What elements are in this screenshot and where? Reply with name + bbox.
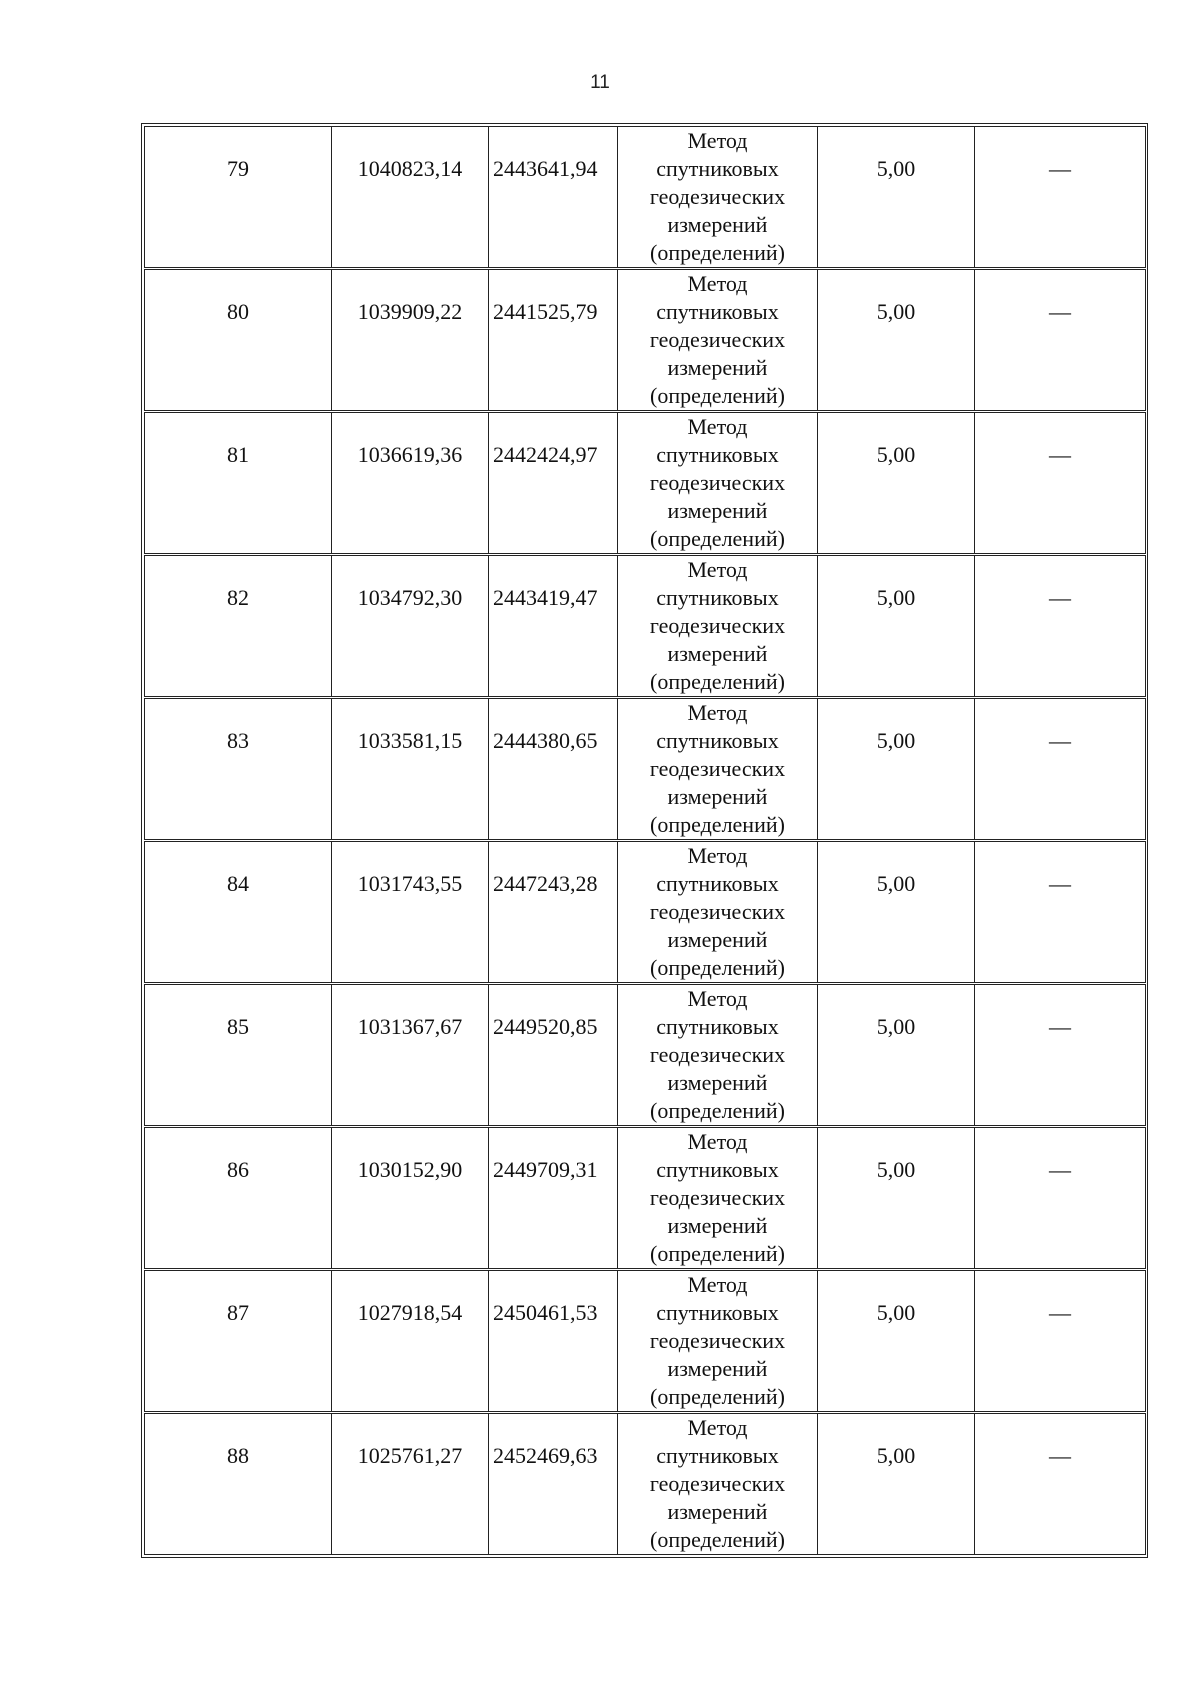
accuracy-cell xyxy=(818,698,975,841)
method-line: геодезических xyxy=(649,1042,786,1067)
point-number-cell xyxy=(145,127,332,269)
note-cell xyxy=(975,698,1146,841)
method-line: геодезических xyxy=(649,1185,786,1210)
y-coordinate-cell xyxy=(489,127,618,269)
point-number-cell xyxy=(145,1127,332,1270)
method-line: Метод xyxy=(687,700,748,725)
method-line: геодезических xyxy=(649,1328,786,1353)
accuracy-cell-value: 5,00 xyxy=(876,1014,916,1039)
method-line: спутниковых xyxy=(656,871,779,896)
y-coordinate-cell-value: 2441525,79 xyxy=(493,299,598,324)
x-coordinate-cell-value: 1033581,15 xyxy=(357,728,463,753)
method-line: спутниковых xyxy=(656,156,779,181)
table-row xyxy=(145,555,1146,698)
accuracy-cell-value: 5,00 xyxy=(876,156,916,181)
y-coordinate-cell xyxy=(489,269,618,412)
method-line: спутниковых xyxy=(656,585,779,610)
accuracy-cell-value: 5,00 xyxy=(876,1300,916,1325)
note-cell xyxy=(975,1270,1146,1413)
method-line: геодезических xyxy=(649,756,786,781)
method-line: Метод xyxy=(687,128,748,153)
method-line: (определений) xyxy=(650,1384,785,1409)
x-coordinate-cell-value: 1027918,54 xyxy=(357,1300,463,1325)
y-coordinate-cell xyxy=(489,841,618,984)
method-line: Метод xyxy=(687,1129,748,1154)
method-cell xyxy=(618,841,818,984)
point-number-cell xyxy=(145,984,332,1127)
accuracy-cell-value: 5,00 xyxy=(876,728,916,753)
note-dash: — xyxy=(1049,1157,1071,1182)
point-number-cell-value: 87 xyxy=(227,1300,249,1325)
method-line: геодезических xyxy=(649,1471,786,1496)
method-cell xyxy=(618,269,818,412)
method-line: (определений) xyxy=(650,669,785,694)
method-line: спутниковых xyxy=(656,728,779,753)
y-coordinate-cell-value: 2444380,65 xyxy=(493,728,598,753)
x-coordinate-cell-value: 1030152,90 xyxy=(357,1157,463,1182)
accuracy-cell xyxy=(818,1413,975,1555)
note-dash: — xyxy=(1049,299,1071,324)
note-cell xyxy=(975,555,1146,698)
method-line: спутниковых xyxy=(656,1157,779,1182)
y-coordinate-cell xyxy=(489,412,618,555)
accuracy-cell xyxy=(818,127,975,269)
point-number-cell xyxy=(145,269,332,412)
method-line: измерений xyxy=(667,1213,768,1238)
y-coordinate-cell xyxy=(489,555,618,698)
y-coordinate-cell xyxy=(489,984,618,1127)
accuracy-cell-value: 5,00 xyxy=(876,585,916,610)
point-number-cell-value: 79 xyxy=(227,156,249,181)
table-row xyxy=(145,984,1146,1127)
accuracy-cell-value: 5,00 xyxy=(876,1157,916,1182)
point-number-cell-value: 85 xyxy=(227,1014,249,1039)
method-line: спутниковых xyxy=(656,1443,779,1468)
method-line: измерений xyxy=(667,1356,768,1381)
note-cell xyxy=(975,841,1146,984)
method-line: Метод xyxy=(687,271,748,296)
method-line: спутниковых xyxy=(656,1014,779,1039)
y-coordinate-cell xyxy=(489,1270,618,1413)
point-number-cell xyxy=(145,1413,332,1555)
table-row xyxy=(145,698,1146,841)
point-number-cell-value: 82 xyxy=(227,585,249,610)
y-coordinate-cell-value: 2452469,63 xyxy=(493,1443,598,1468)
point-number-cell-value: 83 xyxy=(227,728,249,753)
note-cell xyxy=(975,1413,1146,1555)
y-coordinate-cell xyxy=(489,1127,618,1270)
x-coordinate-cell-value: 1031367,67 xyxy=(357,1014,463,1039)
x-coordinate-cell xyxy=(332,1413,489,1555)
x-coordinate-cell-value: 1039909,22 xyxy=(357,299,463,324)
method-line: Метод xyxy=(687,1272,748,1297)
coordinates-table-frame xyxy=(141,123,1148,1558)
note-dash: — xyxy=(1049,728,1071,753)
method-line: Метод xyxy=(687,843,748,868)
method-line: геодезических xyxy=(649,327,786,352)
point-number-cell-value: 88 xyxy=(227,1443,249,1468)
table-body xyxy=(145,127,1146,1555)
method-line: (определений) xyxy=(650,1527,785,1552)
accuracy-cell xyxy=(818,269,975,412)
table-row xyxy=(145,127,1146,269)
method-line: (определений) xyxy=(650,1098,785,1123)
accuracy-cell xyxy=(818,1127,975,1270)
method-line: (определений) xyxy=(650,526,785,551)
point-number-cell xyxy=(145,698,332,841)
method-line: измерений xyxy=(667,641,768,666)
note-cell xyxy=(975,984,1146,1127)
accuracy-cell-value: 5,00 xyxy=(876,1443,916,1468)
table-row xyxy=(145,1270,1146,1413)
note-cell xyxy=(975,412,1146,555)
method-line: измерений xyxy=(667,212,768,237)
x-coordinate-cell xyxy=(332,127,489,269)
note-dash: — xyxy=(1049,871,1071,896)
method-line: Метод xyxy=(687,986,748,1011)
method-line: измерений xyxy=(667,784,768,809)
x-coordinate-cell xyxy=(332,698,489,841)
point-number-cell-value: 86 xyxy=(227,1157,249,1182)
note-cell xyxy=(975,1127,1146,1270)
method-line: измерений xyxy=(667,1070,768,1095)
method-cell xyxy=(618,412,818,555)
note-dash: — xyxy=(1049,1014,1071,1039)
method-line: Метод xyxy=(687,414,748,439)
x-coordinate-cell xyxy=(332,1127,489,1270)
table-row xyxy=(145,269,1146,412)
x-coordinate-cell xyxy=(332,412,489,555)
x-coordinate-cell-value: 1040823,14 xyxy=(357,156,463,181)
method-cell xyxy=(618,127,818,269)
accuracy-cell-value: 5,00 xyxy=(876,871,916,896)
x-coordinate-cell-value: 1025761,27 xyxy=(357,1443,463,1468)
x-coordinate-cell xyxy=(332,555,489,698)
method-line: (определений) xyxy=(650,812,785,837)
x-coordinate-cell xyxy=(332,1270,489,1413)
coordinates-table xyxy=(144,126,1146,1555)
point-number-cell xyxy=(145,841,332,984)
table-row xyxy=(145,412,1146,555)
y-coordinate-cell-value: 2442424,97 xyxy=(493,442,598,467)
table-row xyxy=(145,1127,1146,1270)
method-line: геодезических xyxy=(649,899,786,924)
y-coordinate-cell xyxy=(489,698,618,841)
y-coordinate-cell-value: 2447243,28 xyxy=(493,871,598,896)
x-coordinate-cell xyxy=(332,841,489,984)
method-line: спутниковых xyxy=(656,299,779,324)
point-number-cell xyxy=(145,412,332,555)
note-dash: — xyxy=(1049,585,1071,610)
method-line: геодезических xyxy=(649,184,786,209)
x-coordinate-cell xyxy=(332,269,489,412)
method-line: геодезических xyxy=(649,470,786,495)
accuracy-cell-value: 5,00 xyxy=(876,442,916,467)
method-cell xyxy=(618,984,818,1127)
note-dash: — xyxy=(1049,1300,1071,1325)
method-cell xyxy=(618,1413,818,1555)
method-line: измерений xyxy=(667,355,768,380)
method-line: Метод xyxy=(687,557,748,582)
method-line: измерений xyxy=(667,1499,768,1524)
note-cell xyxy=(975,269,1146,412)
point-number-cell xyxy=(145,1270,332,1413)
y-coordinate-cell-value: 2449709,31 xyxy=(493,1157,598,1182)
method-line: (определений) xyxy=(650,1241,785,1266)
table-row xyxy=(145,1413,1146,1555)
method-line: измерений xyxy=(667,498,768,523)
point-number-cell-value: 81 xyxy=(227,442,249,467)
method-line: спутниковых xyxy=(656,442,779,467)
method-line: спутниковых xyxy=(656,1300,779,1325)
note-cell xyxy=(975,127,1146,269)
note-dash: — xyxy=(1049,442,1071,467)
accuracy-cell xyxy=(818,841,975,984)
method-cell xyxy=(618,555,818,698)
accuracy-cell xyxy=(818,1270,975,1413)
y-coordinate-cell-value: 2450461,53 xyxy=(493,1300,598,1325)
accuracy-cell xyxy=(818,984,975,1127)
y-coordinate-cell-value: 2443419,47 xyxy=(493,585,598,610)
method-line: геодезических xyxy=(649,613,786,638)
table-row xyxy=(145,841,1146,984)
method-line: (определений) xyxy=(650,955,785,980)
x-coordinate-cell-value: 1036619,36 xyxy=(357,442,463,467)
method-line: (определений) xyxy=(650,383,785,408)
accuracy-cell xyxy=(818,412,975,555)
x-coordinate-cell-value: 1031743,55 xyxy=(357,871,463,896)
method-line: измерений xyxy=(667,927,768,952)
point-number-cell-value: 80 xyxy=(227,299,249,324)
point-number-cell xyxy=(145,555,332,698)
method-line: (определений) xyxy=(650,240,785,265)
method-cell xyxy=(618,698,818,841)
page-number: 11 xyxy=(590,72,610,93)
accuracy-cell-value: 5,00 xyxy=(876,299,916,324)
note-dash: — xyxy=(1049,1443,1071,1468)
method-cell xyxy=(618,1127,818,1270)
method-line: Метод xyxy=(687,1415,748,1440)
y-coordinate-cell-value: 2443641,94 xyxy=(493,156,598,181)
y-coordinate-cell-value: 2449520,85 xyxy=(493,1014,598,1039)
method-cell xyxy=(618,1270,818,1413)
note-dash: — xyxy=(1049,156,1071,181)
y-coordinate-cell xyxy=(489,1413,618,1555)
x-coordinate-cell xyxy=(332,984,489,1127)
accuracy-cell xyxy=(818,555,975,698)
x-coordinate-cell-value: 1034792,30 xyxy=(357,585,463,610)
point-number-cell-value: 84 xyxy=(227,871,249,896)
